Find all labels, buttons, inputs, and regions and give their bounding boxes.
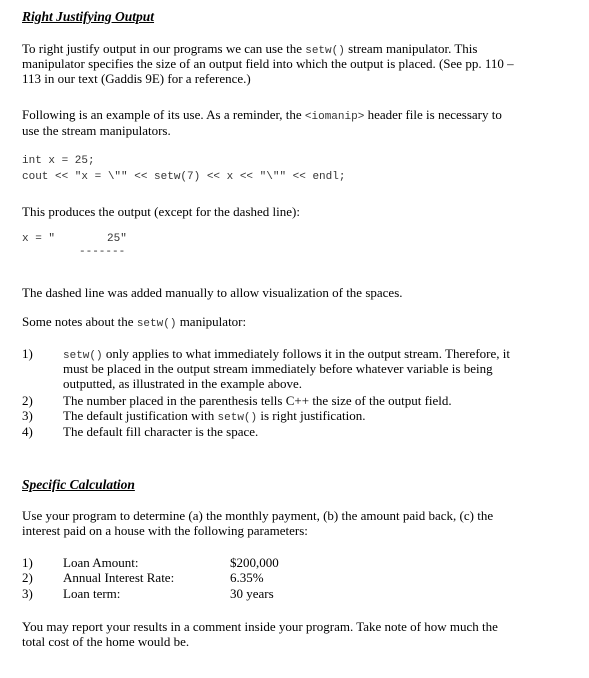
list-number: 1) — [22, 346, 33, 361]
paragraph-line: manipulator specifies the size of an output field into which the output is placed. (See pp. 110 – — [22, 56, 514, 71]
param-label: Loan term: — [63, 586, 121, 601]
section-heading-specific-calculation: Specific Calculation — [22, 477, 135, 492]
text: Some notes about the — [22, 314, 137, 329]
param-row — [22, 586, 422, 602]
paragraph-line: You may report your results in a comment inside your program. Take note of how much the — [22, 619, 498, 634]
param-value: 30 years — [230, 586, 274, 601]
text: The default justification with — [63, 408, 218, 423]
param-label: Loan Amount: — [63, 555, 139, 570]
param-label: Annual Interest Rate: — [63, 570, 175, 585]
list-number: 3) — [22, 586, 33, 601]
paragraph-line: use the stream manipulators. — [22, 123, 171, 138]
text: stream manipulator. This — [344, 41, 478, 56]
list-text: The default fill character is the space. — [63, 424, 259, 439]
dashed-line: ------- — [79, 246, 126, 258]
param-row — [22, 555, 422, 571]
inline-code: setw() — [305, 45, 345, 57]
text: header file is necessary to — [364, 107, 502, 122]
code-line: int x = 25; — [22, 155, 95, 167]
section-heading-right-justifying: Right Justifying Output — [22, 9, 155, 24]
code-line: cout << "x = \"" << setw(7) << x << "\"" << endl; — [22, 171, 346, 183]
param-value: $200,000 — [230, 555, 279, 570]
paragraph-line: 113 in our text (Gaddis 9E) for a reference.) — [22, 71, 251, 86]
inline-code: setw() — [136, 318, 177, 330]
param-value: 6.35% — [230, 570, 264, 585]
text: is right justification. — [257, 408, 366, 423]
list-number: 1) — [22, 555, 33, 570]
text: To right justify output in our programs we can use the — [22, 41, 306, 56]
list-number: 2) — [22, 570, 33, 585]
output-sample-right: 25" — [107, 233, 127, 245]
paragraph-line — [22, 314, 246, 332]
paragraph-line: Use your program to determine (a) the monthly payment, (b) the amount paid back, (c) the — [22, 508, 494, 523]
text: only applies to what immediately follows it in the output stream. Therefore, it — [102, 346, 510, 361]
inline-code: setw() — [63, 350, 103, 362]
list-text: outputted, as illustrated in the example above. — [63, 376, 302, 391]
param-row — [22, 570, 422, 586]
list-number: 4) — [22, 424, 33, 439]
paragraph-line: This produces the output (except for the dashed line): — [22, 204, 300, 219]
list-number: 2) — [22, 393, 33, 408]
paragraph-line: interest paid on a house with the following parameters: — [22, 523, 308, 538]
output-sample-left: x = " — [22, 233, 56, 245]
list-text: must be placed in the output stream immediately before whatever variable is being — [63, 361, 493, 376]
list-number: 3) — [22, 408, 33, 423]
paragraph-line: total cost of the home would be. — [22, 634, 190, 649]
text: manipulator: — [176, 314, 247, 329]
list-text: The number placed in the parenthesis tells C++ the size of the output field. — [63, 393, 452, 408]
inline-code: setw() — [217, 412, 258, 424]
list-text — [63, 409, 365, 425]
paragraph-line: The dashed line was added manually to allow visualization of the spaces. — [22, 285, 403, 300]
inline-code: <iomanip> — [304, 111, 365, 123]
text: Following is an example of its use. As a reminder, the — [22, 107, 305, 122]
